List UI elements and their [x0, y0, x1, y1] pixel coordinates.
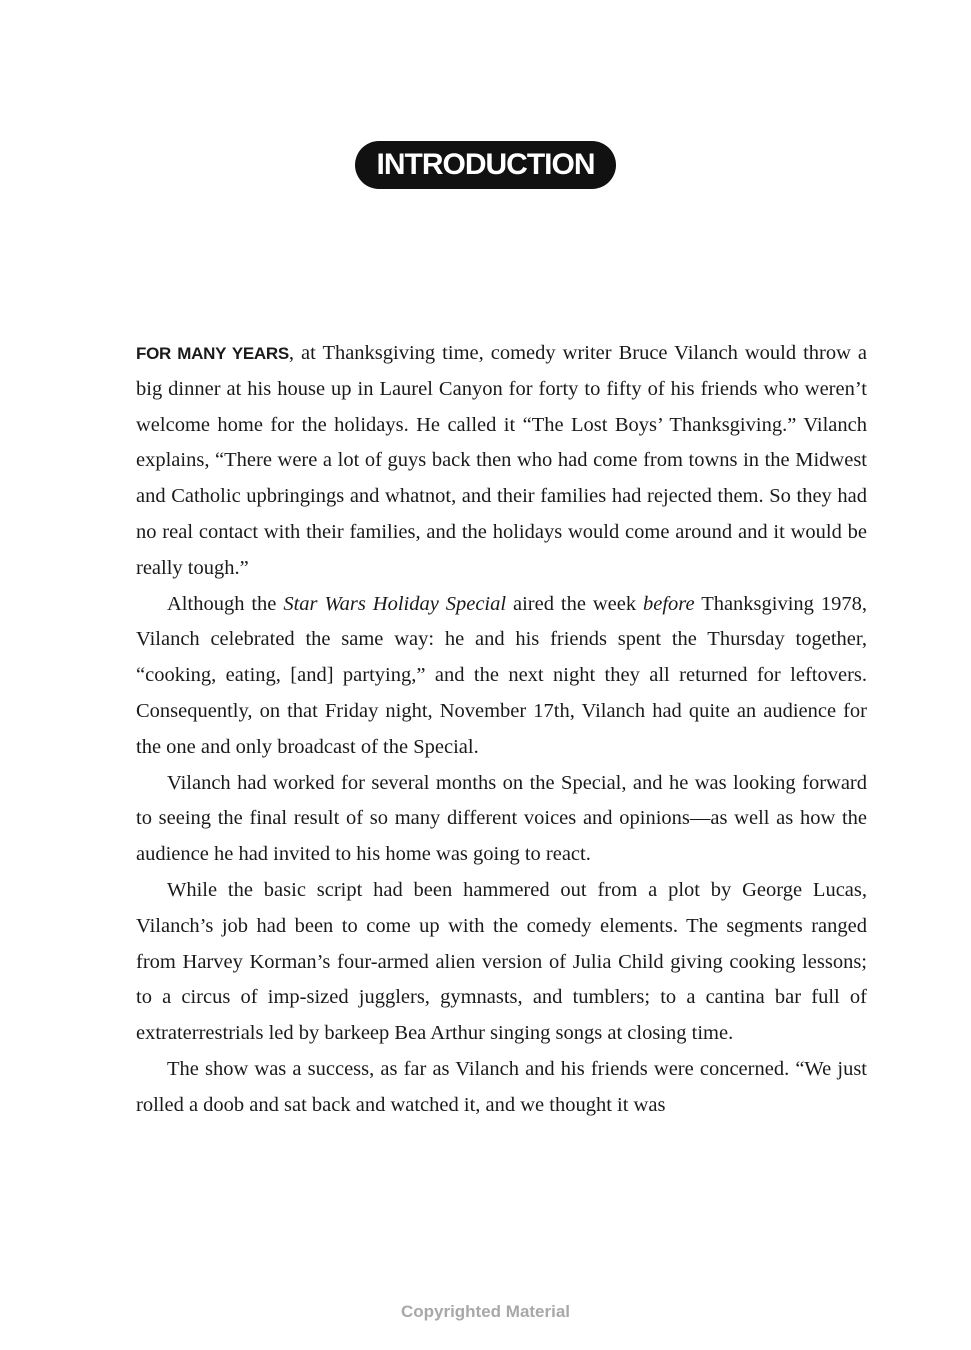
lead-in-small-caps: FOR MANY YEARS: [136, 344, 289, 363]
paragraph-2: [136, 587, 867, 766]
chapter-title: INTRODUCTION: [355, 141, 617, 189]
paragraph-1: [136, 336, 867, 587]
paragraph-2-text-b: aired the week: [506, 592, 644, 615]
copyright-footer: Copyrighted Material: [400, 1302, 571, 1321]
italic-show-title: Star Wars Holiday Special: [283, 592, 507, 615]
paragraph-2-text-c: Thanksgiving 1978, Vilanch celebrated the same way: he and his friends spent the Thursday together, “cooking, eating, [and] partying,” and the next night they all returned for leftovers. Consequently, on that Friday night, November 17th, Vilanch had quite an audience for the one and only broadcast of the Special.: [136, 592, 867, 758]
paragraph-4: While the basic script had been hammered out from a plot by George Lucas, Vilanch’s job had been to come up with the comedy elements. The segments ranged from Harvey Korman’s four-armed alien version of Julia Child giving cooking lessons; to a circus of imp-sized jugglers, gymnasts, and tumblers; to a cantina bar full of extraterrestrials led by barkeep Bea Arthur singing songs at closing time.: [136, 878, 867, 1045]
paragraph-3: Vilanch had worked for several months on the Special, and he was looking forward to seeing the final result of so many different voices and opinions—as well as how the audience he had invited to his home was going to react.: [136, 771, 867, 866]
italic-before: before: [643, 592, 695, 615]
body-text: [136, 336, 867, 1124]
chapter-heading-container: [0, 141, 971, 189]
paragraph-2-text-a: Although the: [167, 592, 284, 615]
paragraph-1-text: , at Thanksgiving time, comedy writer Bruce Vilanch would throw a big dinner at his house up in Laurel Canyon for forty to fifty of his friends who weren’t welcome home for the holidays. He called it “The Lost Boys’ Thanksgiving.” Vilanch explains, “There were a lot of guys back then who had come from towns in the Midwest and Catholic upbringings and whatnot, and their families had rejected them. So they had no real contact with their families, and the holidays would come around and it would be really tough.”: [136, 342, 867, 579]
paragraph-5: The show was a success, as far as Vilanch and his friends were concerned. “We just rolled a doob and sat back and watched it, and we thought it was: [136, 1057, 867, 1116]
